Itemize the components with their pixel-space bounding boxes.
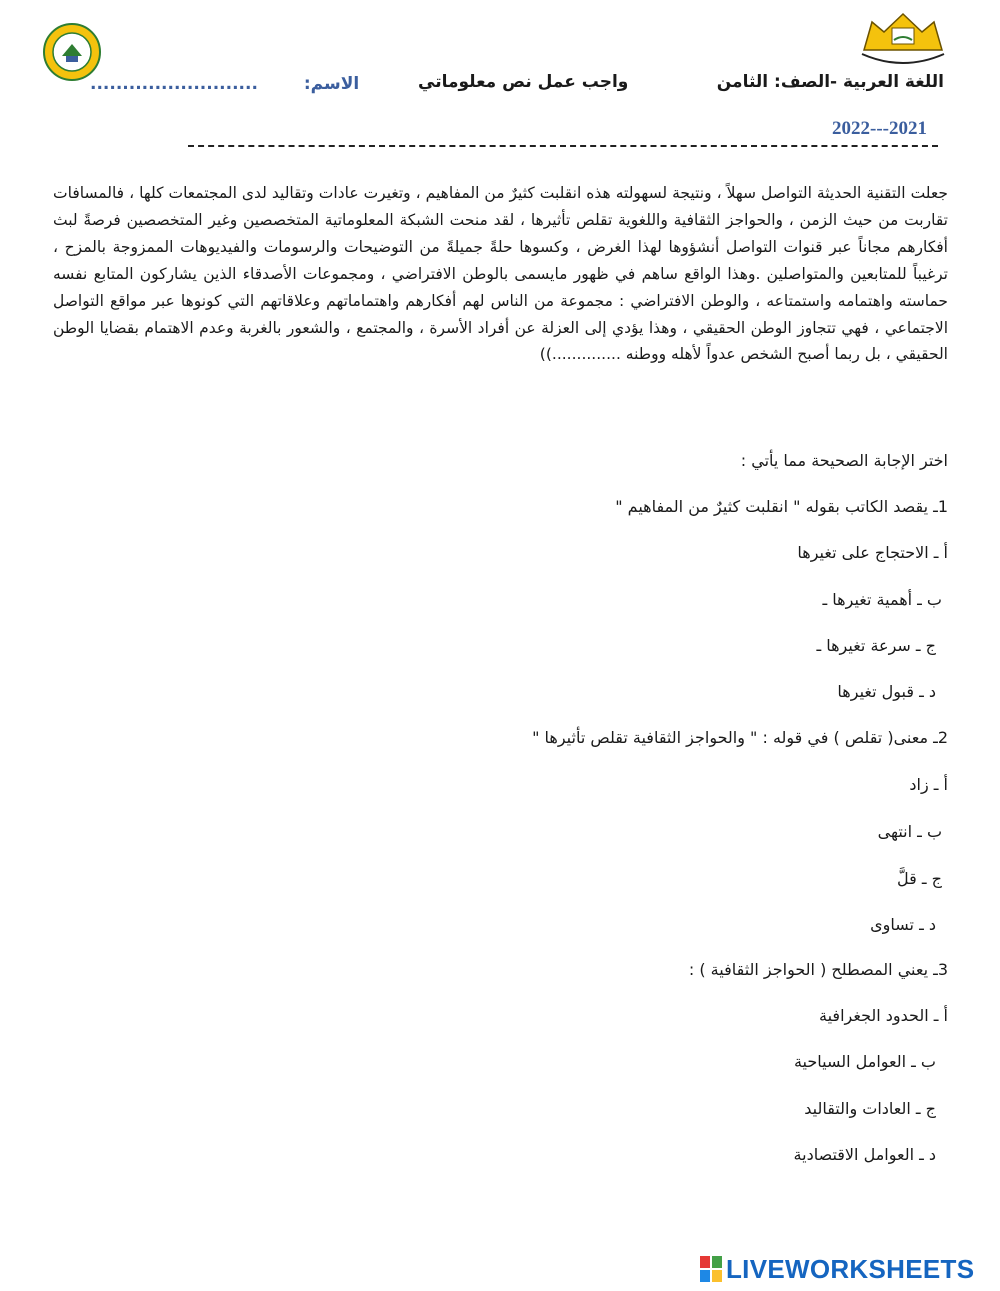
liveworksheets-brand	[700, 1254, 974, 1284]
school-logo-left	[42, 22, 102, 82]
question-2-option-b[interactable]: ب ـ انتهى	[877, 822, 942, 841]
liveworksheets-logo-icon	[700, 1256, 722, 1282]
question-3-option-c[interactable]: ج ـ العادات والتقاليد	[804, 1099, 936, 1118]
question-2-option-a[interactable]: أ ـ زاد	[909, 775, 948, 794]
question-3-stem: 3ـ يعني المصطلح ( الحواجز الثقافية ) :	[688, 960, 948, 979]
header-divider	[188, 145, 938, 147]
question-1-option-d[interactable]: د ـ قبول تغيرها	[837, 682, 936, 701]
question-3-option-a[interactable]: أ ـ الحدود الجغرافية	[819, 1006, 948, 1025]
question-3-option-b[interactable]: ب ـ العوامل السياحية	[793, 1052, 936, 1071]
question-2-option-d[interactable]: د ـ تساوى	[870, 915, 936, 934]
question-3-option-d[interactable]: د ـ العوامل الاقتصادية	[793, 1145, 936, 1164]
question-1-option-a[interactable]: أ ـ الاحتجاج على تغيرها	[797, 543, 948, 562]
question-2-stem: 2ـ معنى( تقلص ) في قوله : " والحواجز الثقافية تقلص تأثيرها "	[532, 728, 948, 747]
school-emblem-right	[858, 10, 948, 72]
brand-text: LIVEWORKSHEETS	[726, 1253, 975, 1284]
school-year: 2022---2021	[832, 118, 927, 139]
question-1-stem: 1ـ يقصد الكاتب بقوله " انقلبت كثيرٌ من المفاهيم "	[615, 497, 948, 516]
reading-passage: جعلت التقنية الحديثة التواصل سهلاً ، ونتيجة لسهولته هذه انقلبت كثيرٌ من المفاهيم ، وتغيرت عادات وتقاليد لدى المجتمعات كلها ، فالمسافات تقاربت من حيث الزمن ، والحواجز الثقافية واللغوية تقلص تأثيرها ، لقد منحت الشبكة المعلوماتية المتخصصين وغير المتخصصين فرصةً لبث أفكارهم مجاناً عبر قنوات التواصل أنشؤوها لهذا الغرض ، وكسوها حلةً جميلةً من التوضيحات والرسومات والفيديوهات الممزوجة بالمزح ، ترغيباً للمتابعين والمتواصلين .وهذا الواقع ساهم في ظهور مايسمى بالوطن الافتراضي ، ومجموعات الأصدقاء الذين يشاركون المتابع نفسه حماسته واهتمامه واستمتاعه ، والوطن الافتراضي : مجموعة من الناس لهم أفكارهم واهتماماتهم وعلاقاتهم التي كونوها عبر مواقع التواصل الاجتماعي ، فهي تتجاوز الوطن الحقيقي ، وهذا يؤدي إلى العزلة عن أفراد الأسرة ، والمجتمع ، والشعور بالغربة وعدم الاهتمام بقضايا الوطن الحقيقي ، بل ربما أصبح الشخص عدواً لأهله ووطنه ..............))	[53, 184, 948, 364]
assignment-title: واجب عمل نص معلوماتي	[418, 72, 629, 92]
instruction-text: اختر الإجابة الصحيحة مما يأتي :	[740, 451, 948, 470]
student-name-field[interactable]	[90, 74, 359, 94]
question-2-option-c[interactable]: ج ـ قلَّ	[897, 869, 942, 888]
question-1-option-b[interactable]: ب ـ أهمية تغيرها ـ	[822, 590, 942, 609]
name-label: الاسم:	[303, 74, 360, 94]
subject-grade-heading: اللغة العربية -الصف: الثامن	[716, 72, 944, 92]
question-1-option-c[interactable]: ج ـ سرعة تغيرها ـ	[816, 636, 936, 655]
name-blank[interactable]: ..........................	[90, 74, 258, 94]
